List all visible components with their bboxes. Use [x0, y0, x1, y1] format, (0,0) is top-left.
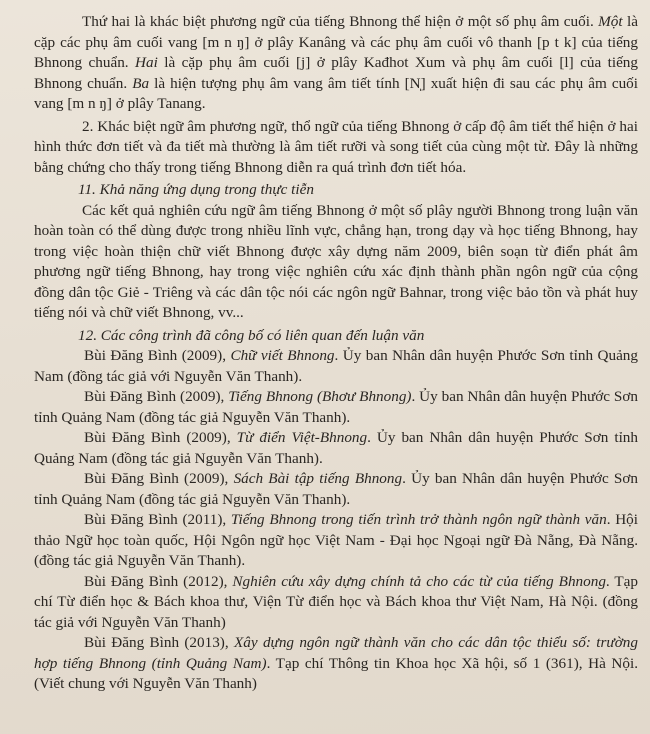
reference-author-year: Bùi Đăng Bình (2011), [84, 511, 231, 528]
reference-details: . Ủy ban Nhân dân huyện Phước Sơn tỉnh Quảng Nam (đồng tác giả với Nguyễn Văn Thanh). [34, 347, 638, 385]
paragraph-syllable-level: 2. Khác biệt ngữ âm phương ngữ, thổ ngữ của tiếng Bhnong ở cấp độ âm tiết thể hiện ở hai hình thức đơn tiết và đa tiết mà thường là âm tiết rưỡi và song tiết của cùng một từ. Đây là những bằng chứng cho thấy trong tiếng Bhnong diễn ra quá trình đơn tiết hóa. [34, 117, 638, 176]
p1-item-one: Một [598, 13, 623, 30]
reference-title: Nghiên cứu xây dựng chính tả cho các từ của tiếng Bhnong [232, 572, 606, 590]
reference-item [34, 572, 638, 634]
reference-details: . Hội thảo Ngữ học toàn quốc, Hội Ngôn ngữ học Việt Nam - Đại học Ngoại ngữ Đà Nẵng, Đà Nẵng. (đồng tác giả Nguyễn Văn Thanh). [34, 511, 638, 569]
section-heading-11: 11. Khả năng ứng dụng trong thực tiễn [78, 181, 314, 198]
p1-text-4: là hiện tượng phụ âm vang âm tiết tính [N̩] xuất hiện đi sau các phụ âm cuối vang [m n ŋ] ở plây Tanang. [34, 74, 638, 112]
reference-title: Xây dựng ngôn ngữ thành văn cho các dân tộc thiểu số: trường hợp tiếng Bhnong (tỉnh Quảng Nam) [34, 634, 638, 672]
p1-item-three: Ba [132, 74, 150, 92]
reference-item [34, 469, 638, 510]
reference-author-year: Bùi Đăng Bình (2009), [84, 388, 229, 405]
paragraph-dialect-finals [34, 12, 638, 115]
reference-title: Từ điển Việt-Bhnong [236, 429, 368, 446]
reference-author-year: Bùi Đăng Bình (2009), [84, 470, 234, 487]
reference-title: Chữ viết Bhnong [230, 347, 335, 364]
paragraph-applications: Các kết quả nghiên cứu ngữ âm tiếng Bhnong ở một số plây người Bhnong trong luận văn hoàn toàn có thể dùng được trong nhiều lĩnh vực, chẳng hạn, trong dạy và học tiếng Bhnong, hay trong việc hoàn thiện chữ viết Bhnong được xây dựng năm 2009, biên soạn từ điển phát âm phương ngữ tiếng Bhnong, hay trong việc nghiên cứu xác định thành phần ngôn ngữ của cộng đồng dân tộc Giẻ - Triêng và các dân tộc nói các ngôn ngữ Bahnar, trong việc bảo tồn và phát huy tiếng nói và chữ viết Bhnong, vv... [34, 201, 638, 321]
reference-author-year: Bùi Đăng Bình (2013), [84, 634, 234, 651]
p1-item-two: Hai [135, 54, 158, 71]
reference-item [34, 510, 638, 572]
reference-title: Tiếng Bhnong (Bhơư Bhnong) [228, 388, 412, 405]
reference-details: . Ủy ban Nhân dân huyện Phước Sơn tỉnh Quảng Nam (đồng tác giả Nguyễn Văn Thanh). [34, 388, 639, 426]
p1-text-3: là cặp phụ âm cuối [j] ở plây Kađhot Xum và phụ âm cuối [l] của tiếng Bhnong chuẩn. [34, 54, 638, 92]
reference-details: . Tạp chí Từ điển học & Bách khoa thư, Viện Từ điển học và Bách khoa thư Việt Nam, Hà Nội. (đồng tác giả với Nguyễn Văn Thanh) [34, 572, 638, 631]
reference-title: Tiếng Bhnong trong tiến trình trở thành ngôn ngữ thành văn [230, 511, 607, 528]
section-heading-12: 12. Các công trình đã công bố có liên quan đến luận văn [78, 326, 425, 344]
p1-text-2: là cặp các phụ âm cuối vang [m n ŋ] ở plây Kanâng và các phụ âm cuối vô thanh [p t k] của tiếng Bhnong chuẩn. [34, 13, 638, 71]
reference-author-year: Bùi Đăng Bình (2009), [84, 429, 237, 446]
reference-item [34, 346, 638, 387]
p1-text-1: Thứ hai là khác biệt phương ngữ của tiếng Bhnong thể hiện ở một số phụ âm cuối. [82, 13, 599, 30]
reference-author-year: Bùi Đăng Bình (2012), [84, 572, 233, 590]
reference-item [34, 387, 638, 428]
reference-title: Sách Bài tập tiếng Bhnong [233, 470, 403, 487]
reference-item [34, 633, 638, 695]
reference-author-year: Bùi Đăng Bình (2009), [84, 347, 231, 364]
reference-details: . Ủy ban Nhân dân huyện Phước Sơn tỉnh Quảng Nam (đồng tác giả Nguyễn Văn Thanh). [34, 429, 638, 467]
reference-details: . Tạp chí Thông tin Khoa học Xã hội, số 1 (361), Hà Nội. (Viết chung với Nguyễn Văn Thanh) [34, 654, 638, 692]
reference-details: . Ủy ban Nhân dân huyện Phước Sơn tỉnh Quảng Nam (đồng tác giả Nguyễn Văn Thanh). [34, 470, 638, 508]
reference-item [34, 428, 638, 469]
